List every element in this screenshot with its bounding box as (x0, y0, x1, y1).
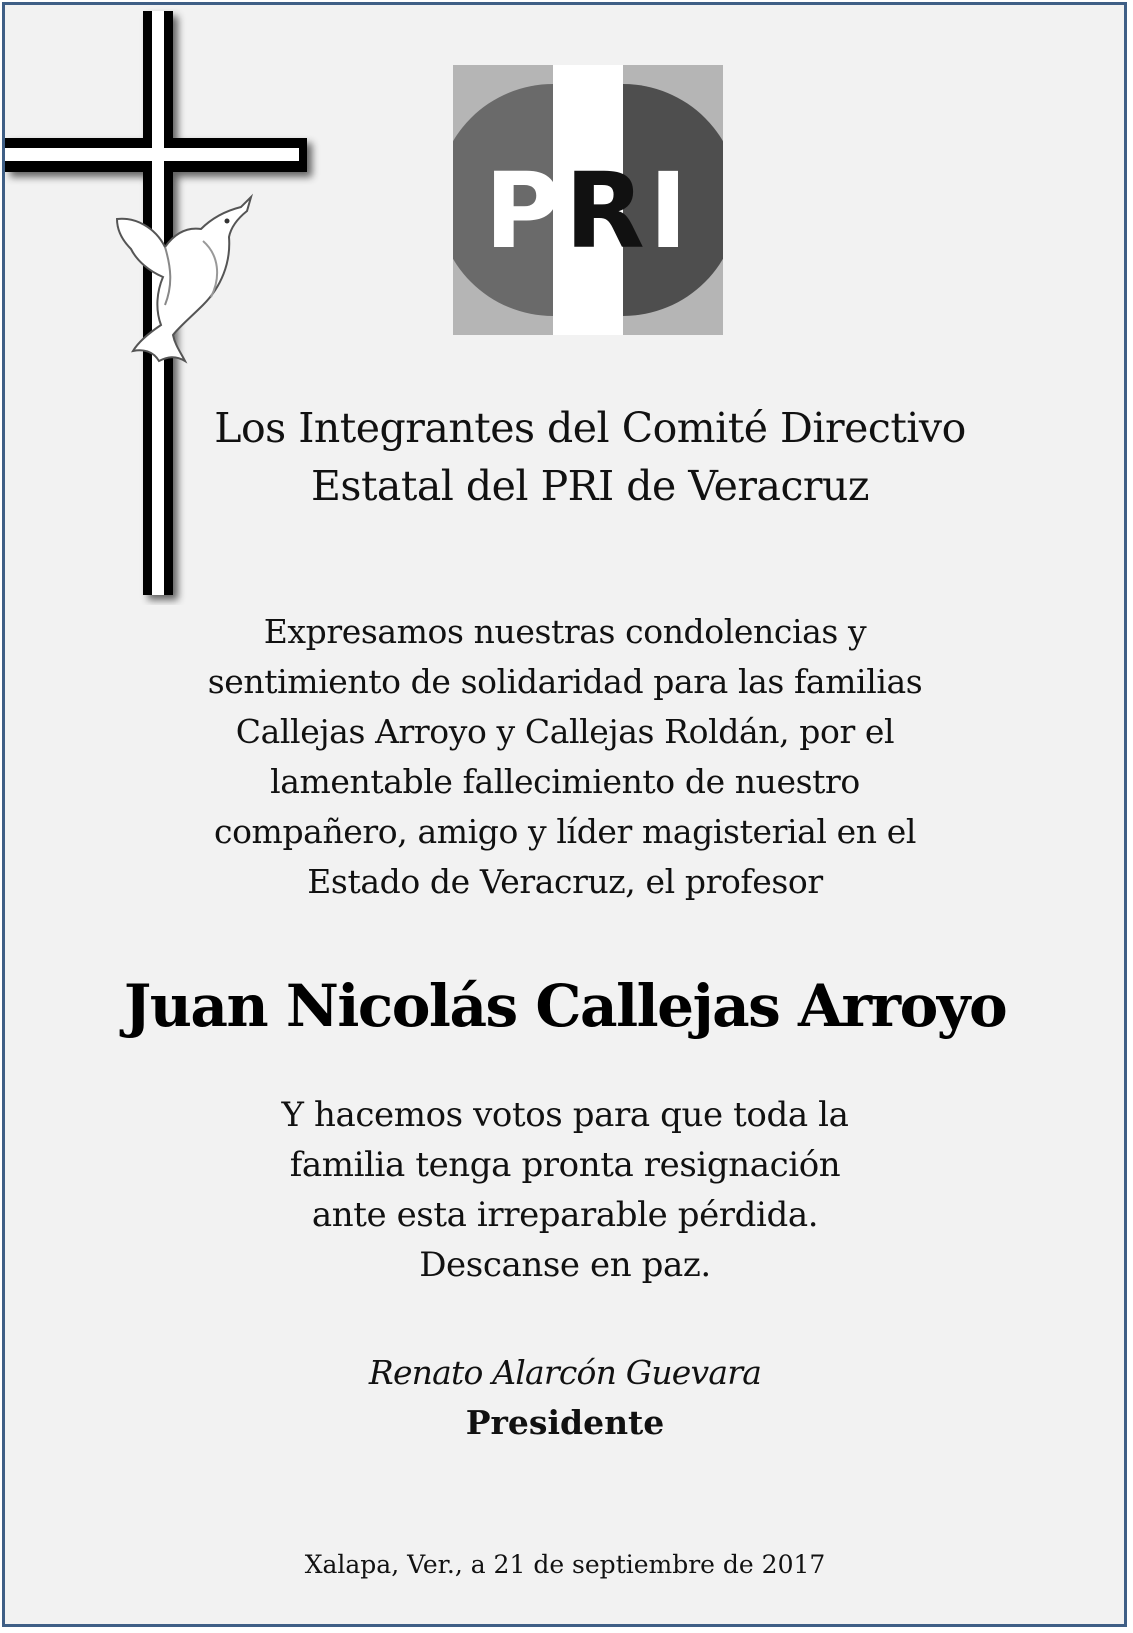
condolences-line: compañero, amigo y líder magisterial en el (214, 812, 916, 851)
wishes-paragraph (185, 1090, 945, 1290)
obituary-card (2, 2, 1127, 1627)
condolences-line: Expresamos nuestras condolencias y (263, 612, 867, 651)
condolences-line: lamentable fallecimiento de nuestro (270, 762, 860, 801)
heading (175, 399, 1005, 515)
heading-line: Estatal del PRI de Veracruz (310, 462, 870, 510)
pri-logo (453, 65, 723, 335)
cross-with-dove-icon (5, 5, 325, 605)
pri-logo-icon (453, 65, 723, 335)
wishes-line: Descanse en paz. (419, 1245, 711, 1285)
signer-title: Presidente (465, 1403, 665, 1442)
signer-name: Renato Alarcón Guevara (368, 1353, 762, 1392)
deceased-name: Juan Nicolás Callejas Arroyo (123, 972, 1007, 1040)
condolences-line: Callejas Arroyo y Callejas Roldán, por el (235, 712, 895, 751)
pri-logo-text: PRI (484, 150, 692, 272)
wishes-line: familia tenga pronta resignación (289, 1145, 841, 1185)
dove-icon (117, 197, 251, 361)
heading-line: Los Integrantes del Comité Directivo (214, 404, 966, 452)
condolences-line: Estado de Veracruz, el profesor (307, 862, 823, 901)
place-date: Xalapa, Ver., a 21 de septiembre de 2017 (304, 1550, 826, 1579)
wishes-line: ante esta irreparable pérdida. (311, 1195, 819, 1235)
wishes-line: Y hacemos votos para que toda la (281, 1095, 849, 1135)
condolences-paragraph (135, 607, 995, 907)
condolences-line: sentimiento de solidaridad para las familias (207, 662, 923, 701)
